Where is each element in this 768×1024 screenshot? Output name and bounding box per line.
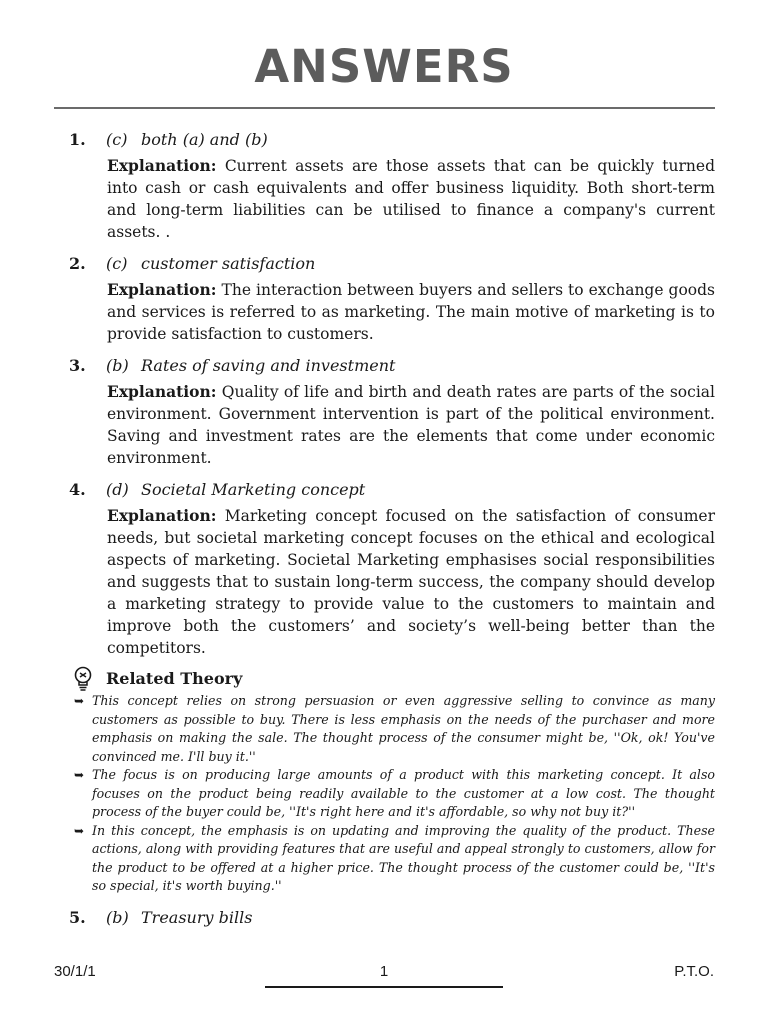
related-theory-box: [0, 666, 768, 896]
page-number: 1: [379, 963, 389, 980]
related-theory-list: [74, 692, 715, 896]
question-number: 2.: [69, 254, 86, 273]
answer-text: both (a) and (b): [141, 130, 268, 149]
related-theory-text: In this concept, the emphasis is on updating and improving the quality of the product. These actions, along with providing features that are useful and appeal strongly to customers, allow for the product to be offered at a higher price. The thought process of the customer could be, ''It's so special, it's worth buying.'': [92, 822, 715, 893]
related-theory-text: The focus is on producing large amounts of a product with this marketing concept. It also focuses on the product being readily available to the customer at a low cost. The thought process of the buyer could be, ''It's right here and it's affordable, so why not buy it?'': [92, 767, 715, 819]
explanation: [107, 155, 715, 243]
explanation-text: The interaction between buyers and sellers to exchange goods and services is referred to as marketing. The main motive of marketing is to provide satisfaction to customers.: [107, 281, 715, 343]
answer-option: (c): [106, 130, 128, 149]
paper-code: 30/1/1: [54, 963, 96, 980]
arrow-bullet-icon: ➥: [74, 823, 85, 838]
explanation-text: Quality of life and birth and death rates are parts of the social environment. Government intervention is part of the political environment. Saving and investment rates are the elements that come under economic environment.: [107, 383, 715, 467]
answer-text: Rates of saving and investment: [141, 356, 396, 375]
list-item: [74, 766, 715, 822]
answer-option: (d): [106, 480, 129, 499]
question-item: [0, 252, 768, 345]
question-line: [0, 252, 768, 276]
question-number: 5.: [69, 907, 86, 927]
pto-label: P.T.O.: [674, 963, 714, 980]
question-line: [0, 128, 768, 152]
related-theory-title: Related Theory: [106, 669, 243, 688]
question-item: [0, 906, 768, 930]
question-line: [0, 478, 768, 502]
question-line: [0, 906, 768, 930]
explanation: [107, 279, 715, 345]
lightbulb-icon: [72, 666, 94, 692]
question-number: 1.: [69, 130, 86, 149]
footer-divider: [265, 986, 503, 988]
question-item: [0, 354, 768, 469]
explanation: [107, 505, 715, 659]
question-item: [0, 478, 768, 659]
answer-text: Societal Marketing concept: [141, 480, 366, 499]
explanation-label: Explanation:: [107, 156, 217, 175]
answer-text: customer satisfaction: [141, 254, 316, 273]
title-divider: [54, 107, 715, 109]
related-theory-header: [0, 666, 768, 692]
question-line: [0, 354, 768, 378]
answer-option: (b): [106, 356, 129, 375]
question-number: 3.: [69, 356, 86, 375]
answer-option: (c): [106, 254, 128, 273]
list-item: [74, 692, 715, 766]
question-number: 4.: [69, 480, 86, 499]
page-title: ANSWERS: [254, 40, 514, 93]
explanation-label: Explanation:: [107, 382, 217, 401]
answer-option: (b): [106, 907, 129, 927]
arrow-bullet-icon: ➥: [74, 694, 85, 708]
arrow-bullet-icon: ➥: [74, 768, 85, 782]
list-item: [74, 822, 715, 896]
explanation-label: Explanation:: [107, 280, 217, 299]
related-theory-text: This concept relies on strong persuasion or even aggressive selling to convince as many customers as possible to buy. There is less emphasis on the needs of the purchaser and more emphasis on making the sale. The thought process of the consumer might be, ''Ok, ok! You've convinced me. I'll buy it.'': [92, 693, 715, 764]
explanation: [107, 381, 715, 469]
answer-text: Treasury bills: [141, 907, 253, 927]
explanation-label: Explanation:: [107, 506, 217, 525]
explanation-text: Marketing concept focused on the satisfaction of consumer needs, but societal marketing concept focuses on the ethical and ecological aspects of marketing. Societal Marketing emphasises social responsibilities and suggests that to sustain long-term success, the company should develop a marketing strategy to provide value to the customers to maintain and improve both the customers’ and society’s well-being better than the competitors.: [107, 507, 715, 657]
answers-list: [0, 128, 768, 939]
question-item: [0, 128, 768, 243]
explanation-text: Current assets are those assets that can be quickly turned into cash or cash equivalents and offer business liquidity. Both short-term and long-term liabilities can be utilised to finance a company's current assets. .: [107, 157, 715, 241]
